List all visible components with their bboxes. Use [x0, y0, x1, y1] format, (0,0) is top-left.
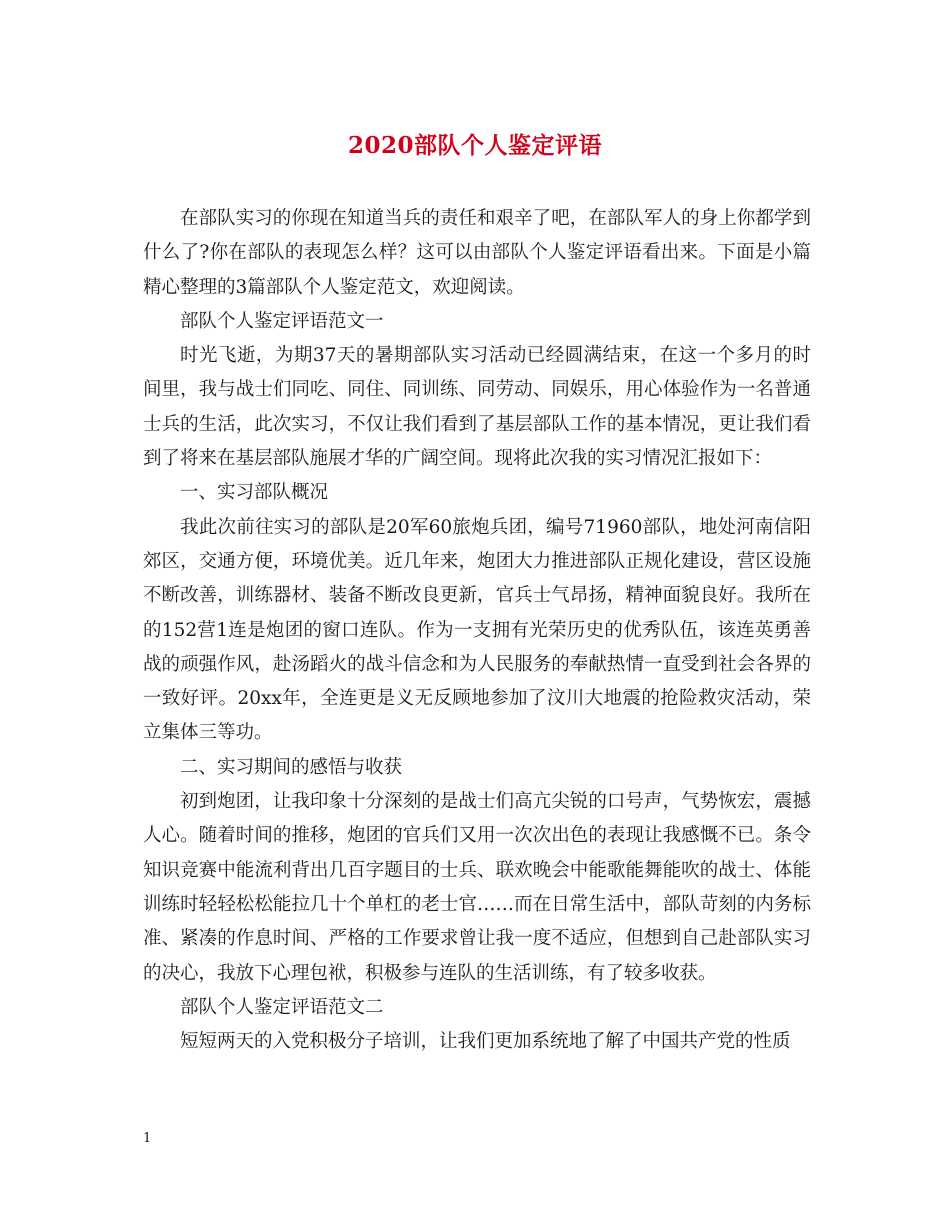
- section-heading-sample-two: 部队个人鉴定评语范文二: [180, 996, 384, 1018]
- body-paragraph: 短短两天的入党积极分子培训，让我们更加系统地了解了中国共产党的性质: [180, 1031, 791, 1053]
- subheading-reflections: 二、实习期间的感悟与收获: [180, 756, 403, 778]
- intro-paragraph: 在部队实习的你现在知道当兵的责任和艰辛了吧，在部队军人的身上你都学到什么了?你在部队的表现怎么样？这可以由部队个人鉴定评语看出来。下面是小篇精心整理的3篇部队个人鉴定范文，欢迎阅读。: [143, 208, 811, 298]
- subheading-unit-overview: 一、实习部队概况: [180, 482, 329, 504]
- section-heading-sample-one: 部队个人鉴定评语范文一: [180, 310, 384, 332]
- body-paragraph: 时光飞逝，为期37天的暑期部队实习活动已经圆满结束，在这一个多月的时间里，我与战士们同吃、同住、同训练、同劳动、同娱乐，用心体验作为一名普通士兵的生活，此次实习，不仅让我们看到了基层部队工作的基本情况，更让我们看到了将来在基层部队施展才华的广阔空间。现将此次我的实习情况汇报如下：: [143, 345, 811, 470]
- document-title: 2020部队个人鉴定评语: [347, 132, 602, 159]
- page-number: 1: [143, 1131, 152, 1146]
- document-body: [143, 202, 811, 1059]
- body-paragraph: 我此次前往实习的部队是20军60旅炮兵团，编号71960部队，地处河南信阳郊区，交通方便，环境优美。近几年来，炮团大力推进部队正规化建设，营区设施不断改善，训练器材、装备不断改良更新，官兵士气昂扬，精神面貌良好。我所在的152营1连是炮团的窗口连队。作为一支拥有光荣历史的优秀队伍，该连英勇善战的顽强作风，赴汤蹈火的战斗信念和为人民服务的奉献热情一直受到社会各界的一致好评。20xx年，全连更是义无反顾地参加了汶川大地震的抢险救灾活动，荣立集体三等功。: [143, 516, 811, 744]
- body-paragraph: 初到炮团，让我印象十分深刻的是战士们高亢尖锐的口号声，气势恢宏，震撼人心。随着时间的推移，炮团的官兵们又用一次次出色的表现让我感慨不已。条令知识竞赛中能流利背出几百字题目的士兵、联欢晚会中能歌能舞能吹的战士、体能训练时轻轻松松能拉几十个单杠的老士官……而在日常生活中，部队苛刻的内务标准、紧凑的作息时间、严格的工作要求曾让我一度不适应，但想到自己赴部队实习的决心，我放下心理包袱，积极参与连队的生活训练，有了较多收获。: [143, 791, 811, 984]
